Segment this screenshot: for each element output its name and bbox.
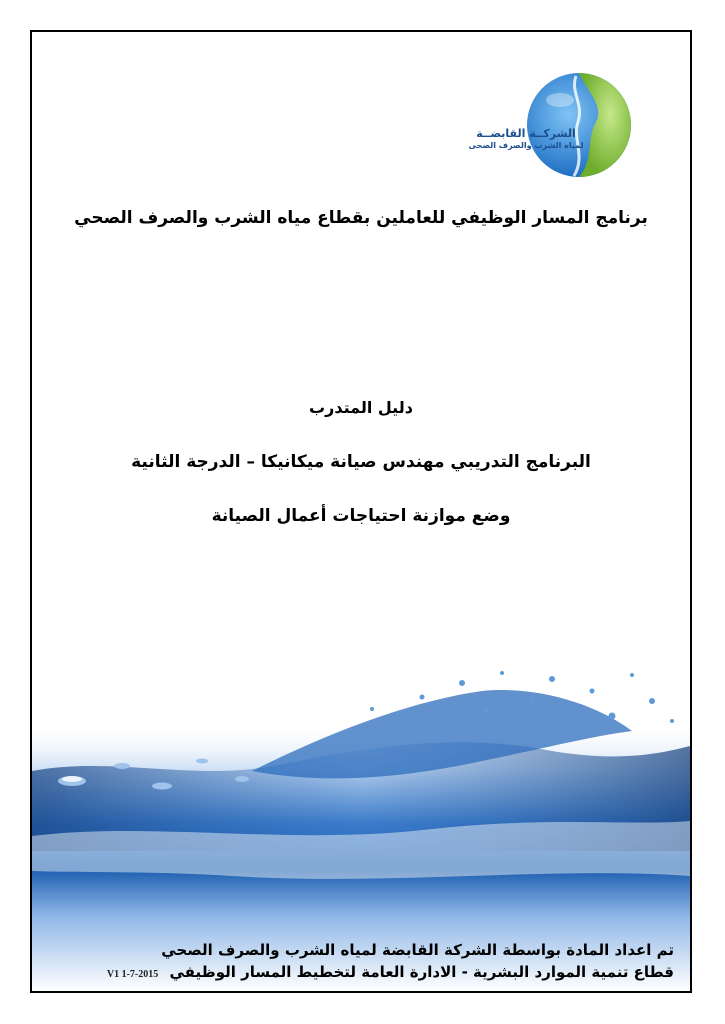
company-logo bbox=[524, 70, 634, 180]
logo-globe-icon bbox=[524, 70, 634, 180]
document-footer bbox=[107, 941, 674, 981]
program-title: البرنامج التدريبي مهندس صيانة ميكانيكا – الدرجة الثانية bbox=[131, 452, 591, 472]
guide-label: دليل المتدرب bbox=[309, 398, 413, 417]
version-label: V1 1-7-2015 bbox=[106, 969, 159, 980]
page-frame bbox=[30, 30, 692, 993]
topic-title: وضع موازنة احتياجات أعمال الصيانة bbox=[211, 506, 511, 526]
footer-department-text: قطاع تنمية الموارد البشرية - الادارة العامة لتخطيط المسار الوظيفي bbox=[169, 963, 674, 981]
logo-company-subtitle: لمياه الشرب والصرف الصحى bbox=[468, 140, 584, 150]
footer-department bbox=[107, 963, 674, 981]
footer-prepared-by: تم اعداد المادة بواسطة الشركة القابضة لمياه الشرب والصرف الصحي bbox=[161, 941, 674, 959]
logo-text bbox=[466, 128, 586, 150]
document-main-title: برنامج المسار الوظيفي للعاملين بقطاع مياه الشرب والصرف الصحي bbox=[74, 208, 648, 228]
logo-company-name: الشركــة القابضــة bbox=[476, 127, 576, 140]
